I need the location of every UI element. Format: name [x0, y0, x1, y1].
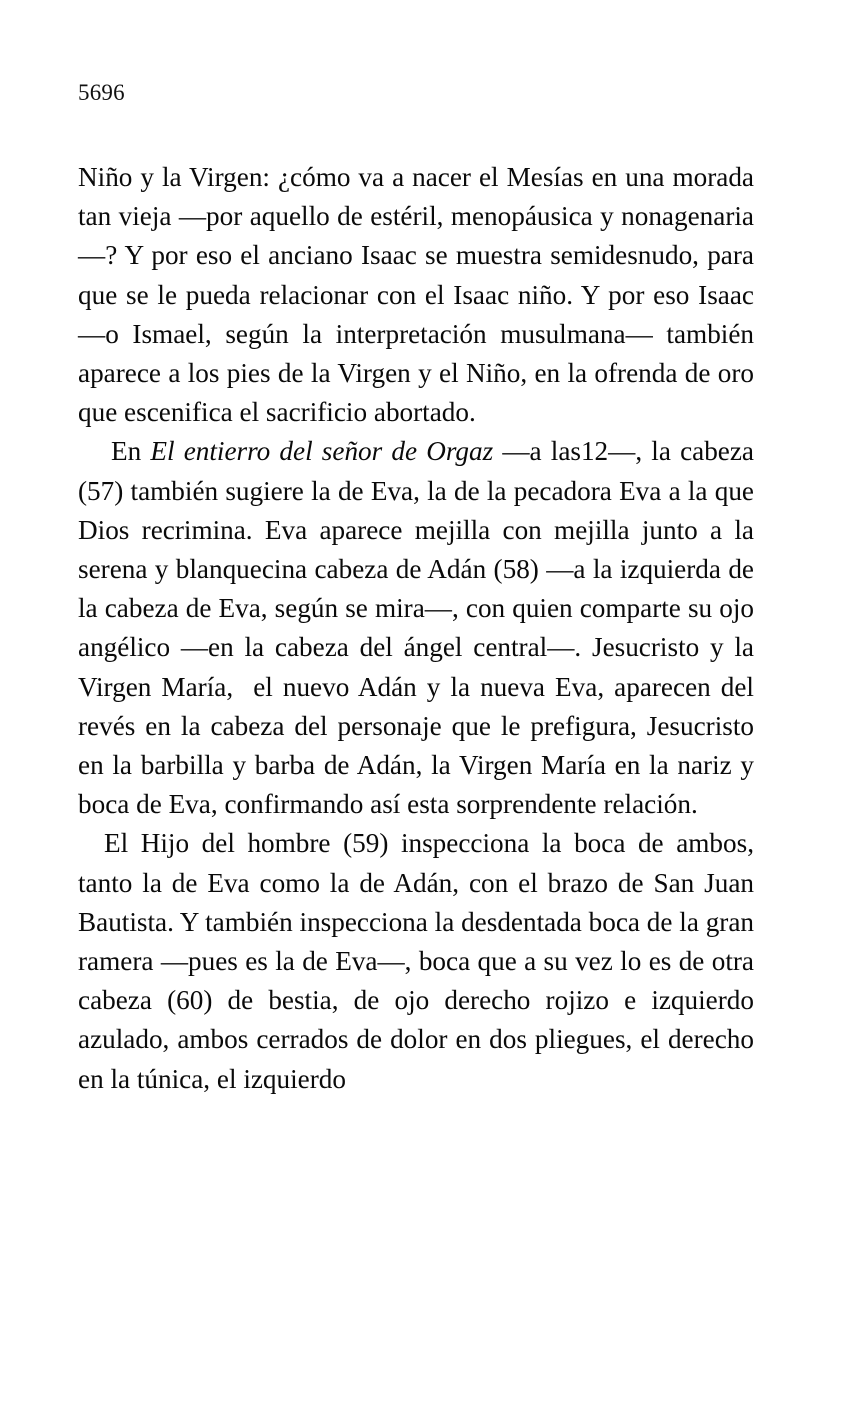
- paragraph-3: [78, 824, 761, 1098]
- paragraph-1-text: Niño y la Virgen: ¿cómo va a nacer el Mesías en una morada tan vieja —por aquello de estéril, menopáusica y nonagenaria—? Y por eso el anciano Isaac se muestra semidesnudo, para que se le pueda relacionar con el Isaac niño. Y por eso Isaac —o Ismael, según la interpretación musulmana— también aparece a los pies de la Virgen y el Niño, en la ofrenda de oro que escenifica el sacrificio abortado.: [78, 162, 761, 428]
- page-text-block: [78, 158, 761, 1099]
- paragraph-3-text: El Hijo del hombre (59) inspecciona la boca de ambos, tanto la de Eva como la de Adán, con el brazo de San Juan Bautista. Y también inspecciona la desdentada boca de la gran ramera —pues es la de Eva—, boca que a su vez lo es de otra cabeza (60) de bestia, de ojo derecho rojizo e izquierdo azulado, ambos cerrados de dolor en dos pliegues, el derecho en la túnica, el izquierdo: [78, 828, 761, 1094]
- paragraph-1: [78, 158, 761, 432]
- paragraph-2-text: —a las12—, la cabeza (57) también sugiere la de Eva, la de la pecadora Eva a la que Dios recrimina. Eva aparece mejilla con mejilla junto a la serena y blanquecina cabeza de Adán (58) —a la izquierda de la cabeza de Eva, según se mira—, con quien comparte su ojo angélico —en la cabeza del ángel central—. Jesucristo y la Virgen María, el nuevo Adán y la nueva Eva, aparecen del revés en la cabeza del personaje que le prefigura, Jesucristo en la barbilla y barba de Adán, la Virgen María en la nariz y boca de Eva, confirmando así esta sorprendente relación.: [78, 436, 761, 820]
- paragraph-2: [78, 432, 761, 824]
- page-number: 5696: [78, 80, 125, 105]
- artwork-title-italic: El entierro del señor de Orgaz: [150, 436, 494, 467]
- paragraph-2-lead-in: En: [111, 436, 151, 467]
